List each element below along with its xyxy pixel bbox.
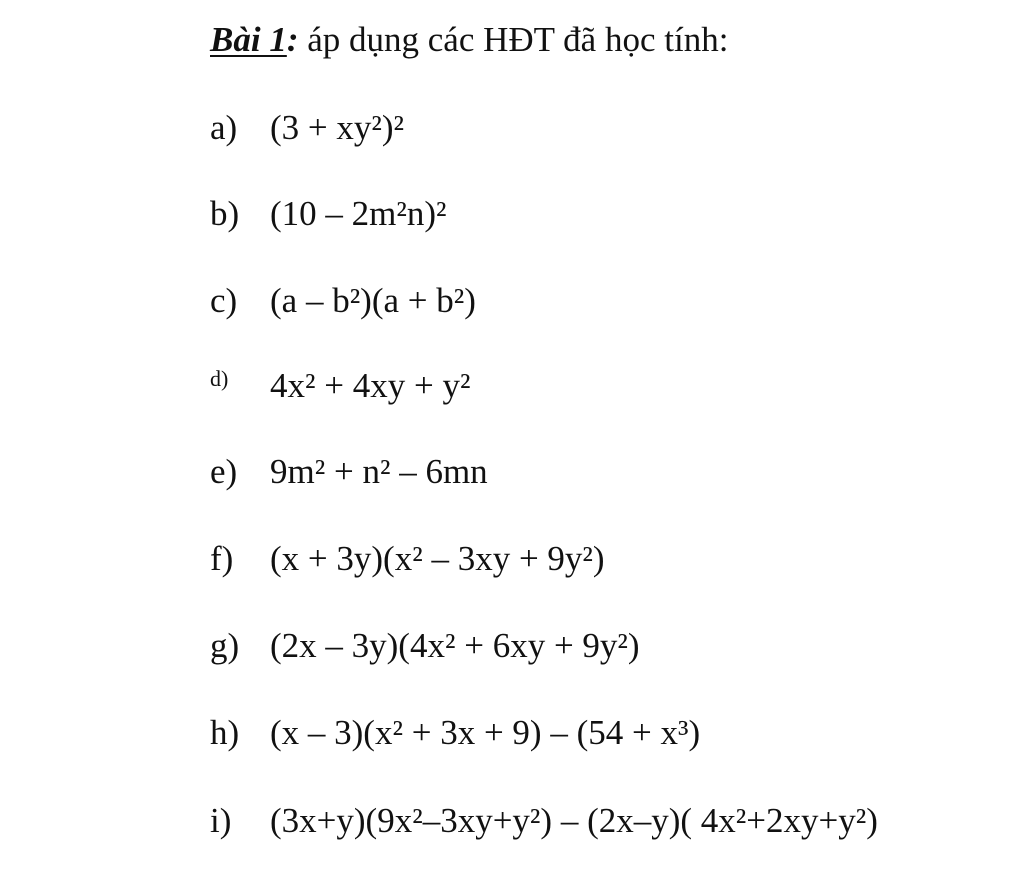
exercise-item-i xyxy=(210,797,878,845)
item-expression: (3x+y)(9x²–3xy+y²) – (2x–y)( 4x²+2xy+y²) xyxy=(270,801,878,840)
exercise-item-g xyxy=(210,622,640,670)
exercise-item-d xyxy=(210,362,470,410)
exercise-instruction: áp dụng các HĐT đã học tính: xyxy=(298,20,729,59)
exercise-number: Bài 1 xyxy=(210,20,287,59)
item-expression: (x – 3)(x² + 3x + 9) – (54 + x³) xyxy=(270,713,701,752)
item-label: f) xyxy=(210,539,234,578)
item-expression: (2x – 3y)(4x² + 6xy + 9y²) xyxy=(270,626,640,665)
exercise-item-b xyxy=(210,190,447,238)
item-label: i) xyxy=(210,801,232,840)
item-expression: 4x² + 4xy + y² xyxy=(270,366,471,405)
item-label: h) xyxy=(210,713,240,752)
item-label: e) xyxy=(210,452,238,491)
item-expression: (3 + xy²)² xyxy=(270,108,405,147)
item-expression: (a – b²)(a + b²) xyxy=(270,281,476,320)
exercise-item-h xyxy=(210,709,700,757)
item-expression: (10 – 2m²n)² xyxy=(270,194,447,233)
item-label: a) xyxy=(210,108,238,147)
item-label: b) xyxy=(210,194,240,233)
heading-colon: : xyxy=(286,20,299,59)
exercise-item-c xyxy=(210,277,476,325)
item-label: g) xyxy=(210,626,240,665)
exercise-item-e xyxy=(210,448,488,496)
item-expression: (x + 3y)(x² – 3xy + 9y²) xyxy=(270,539,605,578)
exercise-item-f xyxy=(210,535,605,583)
item-label: c) xyxy=(210,281,238,320)
exercise-heading xyxy=(210,18,728,62)
exercise-item-a xyxy=(210,104,404,152)
item-expression: 9m² + n² – 6mn xyxy=(270,452,488,491)
item-label: d) xyxy=(210,366,229,391)
